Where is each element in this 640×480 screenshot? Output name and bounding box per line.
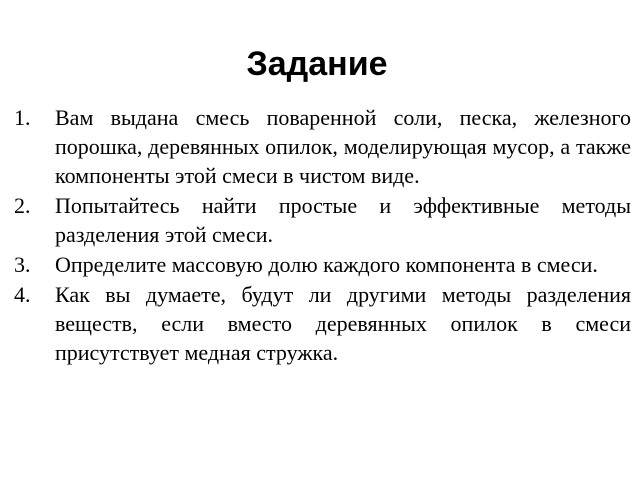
- task-number: 1.: [14, 105, 31, 130]
- task-item-1: [14, 103, 631, 190]
- task-item-2: [14, 191, 631, 249]
- task-number: 2.: [14, 193, 31, 218]
- task-text: Попытайтесь найти простые и эффективные методы разделения этой смеси.: [55, 193, 631, 247]
- slide-title: Задание: [246, 45, 388, 83]
- task-item-4: [14, 280, 631, 367]
- task-number: 3.: [14, 252, 31, 277]
- task-list: [14, 103, 631, 368]
- task-text: Вам выдана смесь поваренной соли, песка, железного порошка, деревянных опилок, моделирующая мусор, а также компоненты этой смеси в чистом виде.: [55, 105, 631, 188]
- task-text: Как вы думаете, будут ли другими методы разделения веществ, если вместо деревянных опилок в смеси присутствует медная стружка.: [55, 282, 631, 365]
- task-number: 4.: [14, 282, 31, 307]
- task-item-3: [14, 250, 631, 279]
- task-text: Определите массовую долю каждого компонента в смеси.: [55, 252, 598, 277]
